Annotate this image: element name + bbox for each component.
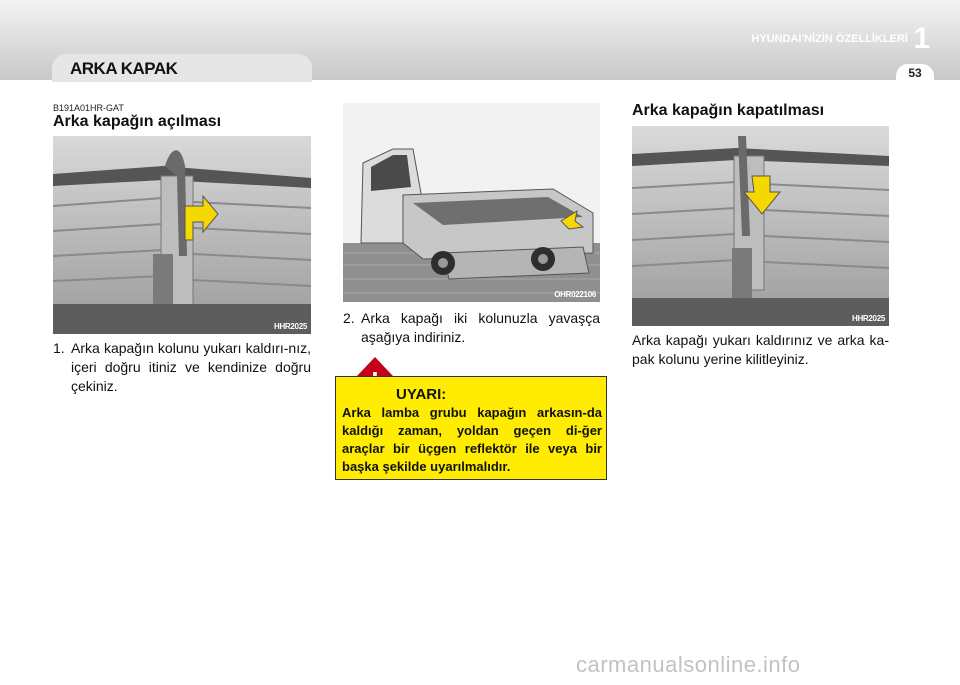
photo-truck-tailgate-lowered xyxy=(343,103,600,302)
heading-opening: Arka kapağın açılması xyxy=(53,113,222,130)
warning-title: UYARI: xyxy=(396,386,447,403)
chapter-name: HYUNDAI'NİZİN ÖZELLİKLERİ xyxy=(751,33,908,45)
warning-text: Arka lamba grubu kapağın arkasın-da kaldığı zaman, yoldan geçen di-ğer araçlar bir üçgen reflektör ile veya bir başka şekilde uyarılmalıdır. xyxy=(342,405,602,474)
closing-text: Arka kapağı yukarı kaldırınız ve arka ka-pak kolunu yerine kilitleyiniz. xyxy=(632,332,889,367)
photo-code: OHR022106 xyxy=(554,290,596,299)
page-number: 53 xyxy=(908,66,922,80)
section-code: B191A01HR-GAT xyxy=(53,103,124,113)
step-1 xyxy=(53,339,311,396)
photo-opening-tailgate xyxy=(53,136,311,334)
step-text: Arka kapağı iki kolunuzla yavaşça aşağıya indiriniz. xyxy=(361,310,600,345)
warning-box xyxy=(335,376,607,480)
chapter-number: 1 xyxy=(913,22,930,55)
step-2 xyxy=(343,309,600,347)
step-number: 1. xyxy=(53,340,65,356)
watermark: carmanualsonline.info xyxy=(576,652,801,677)
photo-code: HHR2025 xyxy=(273,322,307,331)
photo-closing-tailgate xyxy=(632,126,889,326)
section-title: ARKA KAPAK xyxy=(70,59,178,78)
photo-code: HHR2025 xyxy=(851,314,885,323)
step-number: 2. xyxy=(343,310,355,326)
step-text: Arka kapağın kolunu yukarı kaldırı-nız, içeri doğru itiniz ve kendinize doğru çekiniz. xyxy=(71,340,311,394)
heading-closing: Arka kapağın kapatılması xyxy=(632,102,825,119)
